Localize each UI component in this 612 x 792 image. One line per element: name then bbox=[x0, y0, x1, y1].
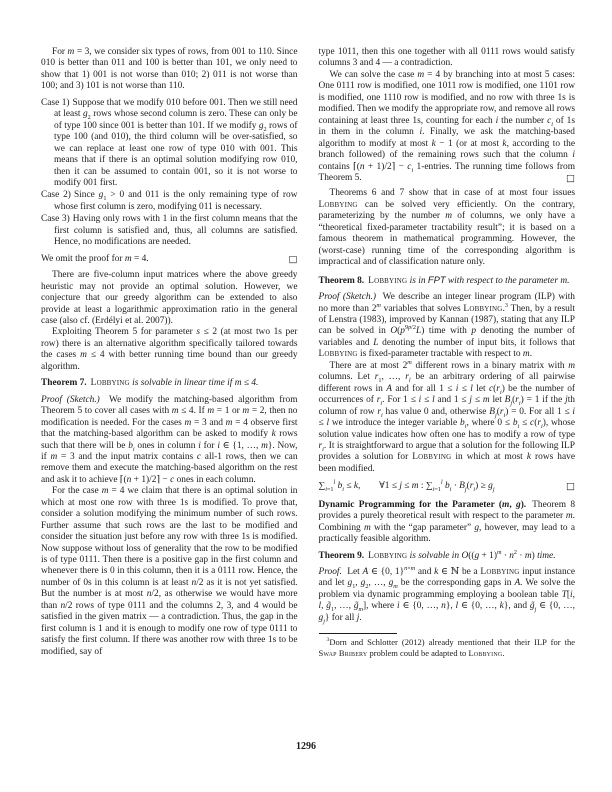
footnote-rule bbox=[319, 633, 397, 634]
dp-section-heading: Dynamic Programming for the Parameter (m, g). bbox=[318, 499, 527, 510]
theorem-9-statement: Lobbying is solvable in $O((g + 1)^m \cdot n^2 \cdot m)$ time. bbox=[368, 548, 556, 561]
theorem-7 bbox=[41, 378, 298, 389]
case-label: Case 2) bbox=[41, 190, 71, 201]
left-column bbox=[41, 47, 298, 658]
proof-theorem-8: Proof (Sketch.) We describe an integer linear program (ILP) with no more than 2$^m$ variables that solves Lobbying.$^3$ Then, by a result of Lenstra (1983), improved by Kannan (1987), stating that any ILP can be solved in $O(p^{9p/2}L)$ time with p denoting the number of variables and L denoting the number of input bits, it follows that Lobbying is fixed-parameter tractable with respect to m. bbox=[318, 292, 576, 360]
case-text: Suppose that we modify 010 before 001. Then we still need at least $g_2$ rows whose second column is zero. These can only be of type 100 since 001 is better than 101. If we modify $g_2$ rows of type 100 (and 010), the third column will be over-satisfied, so we can replace at least one row of type 010 with 001. This means that if there is an optimal solution modifying row 010, then it can be assumed to contain 001, so it is not worse to modify 001 first. bbox=[54, 97, 298, 188]
ilp-formula bbox=[319, 481, 576, 492]
qed-box: □ bbox=[566, 481, 575, 493]
footnote-block bbox=[319, 633, 576, 658]
theorem-8 bbox=[319, 274, 576, 287]
case-text: Since $g_1 > 0$ and 011 is the only remaining type of row whose first column is zero, modifying 011 is necessary. bbox=[54, 190, 298, 212]
omit-proof-line bbox=[41, 254, 298, 265]
case-item-2 bbox=[41, 190, 298, 213]
two-column-body bbox=[41, 47, 575, 658]
proof-theorem-7: Proof (Sketch.) We modify the matching-based algorithm from Theorem 5 to cover all cases with m ≤ 4. If m = 1 or m = 2, then no modification is needed. For the cases m = 3 and m = 4 observe first that the matching-based algorithm can be asked to modify k rows such that there will be $b_i$ ones in column i for i ∈ {1, …, m}. Now, if m = 3 and the input matrix contains c all-1 rows, then we can remove them and execute the matching-based algorithm on the rest and ask it to achieve ⌈(n + 1)/2⌉ − c ones in each column. bbox=[41, 394, 298, 485]
paragraph-five-column: There are five-column input matrices where the above greedy heuristic may not provide an optimal solution. However, we conjecture that our greedy algorithm can be extended to also provide at least a logarithmic approximation ratio in the general case (also cf. (Erdélyi et al. 2007)). bbox=[41, 270, 298, 326]
case-item-3 bbox=[41, 214, 298, 248]
omit-proof-text: We omit the proof for m = 4. bbox=[41, 253, 149, 264]
theorem-9-label: Theorem 9. bbox=[318, 550, 365, 561]
case-text: Having only rows with 1 in the first column means that the first column is satisfied and, thus, all columns are satisfied. Hence, no modifications are needed. bbox=[54, 214, 298, 248]
proof-theorem-9: Proof. Let A ∈ {0, 1}$^{n\times m}$ and k ∈ ℕ be a Lobbying input instance and let $g_1$, $g_2$, …, $g_m$ be the corresponding gaps in A. We solve the problem via dynamic programming employing a boolean table T[i, l, $g̃_1$, …, $g̃_m$], where i ∈ {0, …, n}, l ∈ {0, …, k}, and $g̃_j$ ∈ {0, …, $g_j$} for all j. bbox=[318, 564, 576, 625]
case-list bbox=[41, 98, 298, 249]
theorem-8-label: Theorem 8. bbox=[318, 275, 365, 286]
case-item-1 bbox=[41, 97, 298, 190]
case-label: Case 3) bbox=[41, 214, 70, 225]
dp-section-text: Theorem 8 provides a purely theoretical result with respect to the parameter m. Combining m with the “gap parameter” g, however, may lead to a practically feasible algorithm. bbox=[318, 499, 576, 545]
theorem-7-statement: Lobbying is solvable in linear time if m ≤ 4. bbox=[90, 378, 259, 389]
paragraph-exploiting: Exploiting Theorem 5 for parameter s ≤ 2 (at most two 1s per row) there is an alternative algorithm specifically tailored towards the cases m ≤ 4 with better running time bound than our greedy algorithm. bbox=[41, 327, 298, 372]
paragraph-case-m4: For the case m = 4 we claim that there is an optimal solution in which at most one row with three 1s is modified. To prove that, consider a solution modifying the minimum number of such rows. Further assume that such rows are the last to be modified and consider the situation just before any row with three 1s is modified. Now suppose without loss of generality that the row to be modified is of type 0111. Then there is a positive gap in the first column and whenever there is 0 in this column, then it is a 0111 row. Hence, the number of 0s in this column is at least n/2 as it is not yet satisfied. But the number is at most n/2, as otherwise we would have more than n/2 rows of type 0111 and the columns 2, 3, and 4 would be satisfied in the given matrix — a contradiction. Thus, the gap in the first column is 1 and it is enough to modify one row of type 0111 to satisfy the first column. If there was another row with three 1s to be modified, say of bbox=[41, 486, 298, 657]
theorem-7-label: Theorem 7. bbox=[41, 378, 87, 389]
paragraph-ilp-rows: There are at most 2$^m$ different rows in a binary matrix with m columns. Let $r_1$, …, $r_l$ be an arbitrary ordering of all pairwise different rows in A and for all 1 ≤ i ≤ l let $c(r_i)$ be the number of occurrences of $r_i$. For 1 ≤ i ≤ l and 1 ≤ j ≤ m let $B_j(r_i) = 1$ if the jth column of row $r_i$ has value 0 and, otherwise $B_j(r_i) = 0$. For all 1 ≤ i ≤ l we introduce the integer variable $b_i$, where $0 \le b_i \le c(r_i)$, whose solution value indicates how often one has to modify a row of type $r_i$. It is straightforward to argue that a solution for the following ILP provides a solution for Lobbying in which at most k rows have been modified. bbox=[318, 358, 576, 474]
right-column bbox=[319, 47, 576, 658]
paragraph-branching bbox=[319, 70, 576, 185]
dp-section-paragraph bbox=[319, 500, 576, 546]
theorem-9 bbox=[318, 548, 576, 562]
qed-box: □ bbox=[566, 172, 575, 184]
paragraph-branching-text: We can solve the case m = 4 by branching into at most 5 cases: One 0111 row is modified, one 1011 row is modified, one 1101 row is modified, one 1110 row is modified, and no row with three 1s is modified. Then we modify the appropriate row, and remove all rows containing at least three 1s, counting for each i the number $c_i$ of 1s in them in the column i. Finally, we ask the matching-based algorithm to modify at most k − 1 (or at most k, according to the branch followed) of the remaining rows such that the column i contains ⌈(n + 1)/2⌉ − $c_i$ 1-entries. The running time follows from Theorem 5. bbox=[318, 69, 576, 183]
footnote-text: $^3$Dorn and Schlotter (2012) already mentioned that their ILP for the Swap Bribery problem could be adapted to Lobbying. bbox=[318, 637, 575, 658]
paragraph-continuation: type 1011, then this one together with all 0111 rows would satisfy columns 3 and 4 — a contradiction. bbox=[318, 47, 575, 69]
paragraph-m3: For m = 3, we consider six types of rows, from 001 to 110. Since 010 is better than 011 and 100 is better than 101, we only need to show that 1) 001 is not worse than 010; 2) 011 is not worse than 100; and 3) 101 is not worse than 110. bbox=[41, 47, 298, 92]
theorem-8-statement: Lobbying is in FPT with respect to the parameter m. bbox=[368, 273, 570, 286]
ilp-formula-text: $\sum_{i=1}^l$ $b_i \le k$, ∀1 ≤ j ≤ m : $\sum_{i=1}^l$ $b_i \cdot B_j(r_i) \ge g_j$ bbox=[318, 479, 495, 494]
qed-box: □ bbox=[288, 253, 298, 265]
case-label: Case 1) bbox=[41, 97, 70, 108]
page-number: 1296 bbox=[296, 741, 316, 752]
paragraph-theorems-6-7: Theorems 6 and 7 show that in case of at most four issues Lobbying can be solved very efficiently. On the contrary, parameterizing by the number m of columns, we only have a “theoretical fixed-parameter tractability result”; it is based on a famous theorem in mathematical programming. However, the (worst-case) running time of the corresponding algorithm is impractical and of classification nature only. bbox=[318, 188, 575, 268]
